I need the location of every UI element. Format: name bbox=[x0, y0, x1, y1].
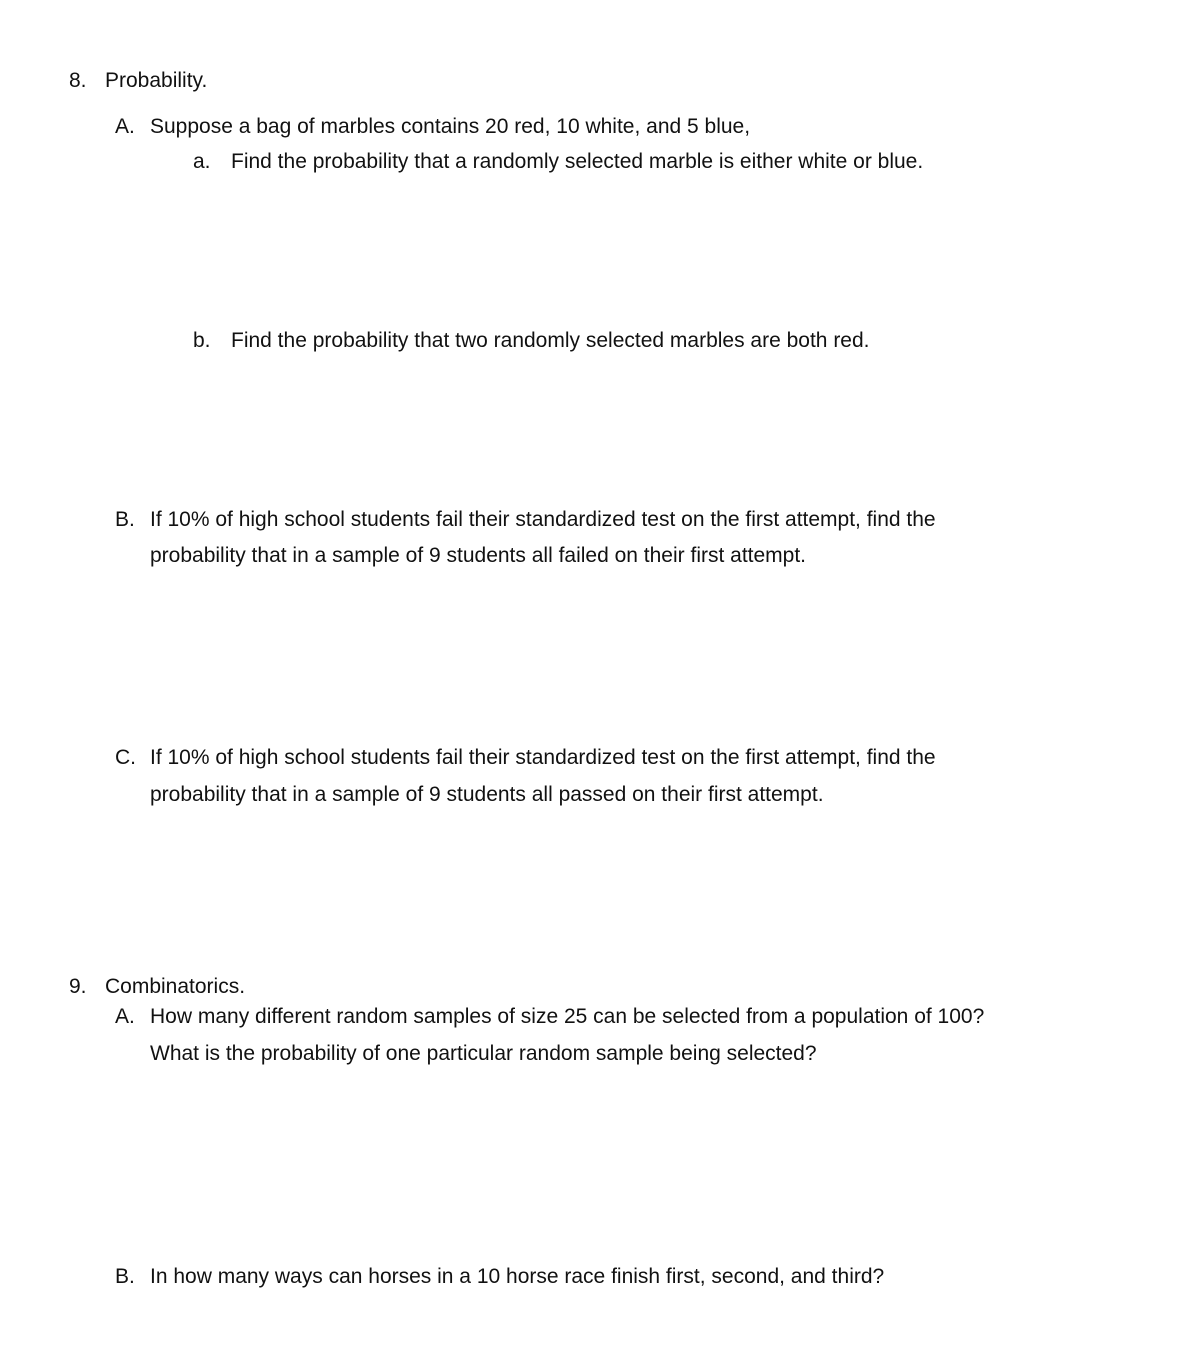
question-text-line-1: In how many ways can horses in a 10 horse race finish first, second, and third? bbox=[150, 1265, 885, 1288]
subquestion-text: Find the probability that a randomly selected marble is either white or blue. bbox=[231, 150, 924, 173]
question-letter: B. bbox=[115, 508, 135, 531]
subquestion-letter: a. bbox=[193, 150, 211, 173]
section-title: Combinatorics. bbox=[105, 975, 246, 998]
subquestion-text: Find the probability that two randomly selected marbles are both red. bbox=[231, 329, 870, 352]
subquestion-letter: b. bbox=[193, 329, 211, 352]
question-text-line-2: What is the probability of one particular random sample being selected? bbox=[150, 1042, 817, 1065]
question-text-line-1: If 10% of high school students fail their standardized test on the first attempt, find the bbox=[150, 746, 936, 769]
question-letter: A. bbox=[115, 1005, 135, 1028]
question-letter: B. bbox=[115, 1265, 135, 1288]
question-letter: A. bbox=[115, 115, 135, 138]
question-text-line-2: probability that in a sample of 9 students all passed on their first attempt. bbox=[150, 783, 824, 806]
question-text-line-1: If 10% of high school students fail their standardized test on the first attempt, find the bbox=[150, 508, 936, 531]
question-text-line-1: How many different random samples of size 25 can be selected from a population of 100? bbox=[150, 1005, 985, 1028]
section-title: Probability. bbox=[105, 69, 208, 92]
question-text-line-2: probability that in a sample of 9 students all failed on their first attempt. bbox=[150, 544, 807, 567]
question-text: Suppose a bag of marbles contains 20 red, 10 white, and 5 blue, bbox=[150, 115, 751, 138]
section-number: 8. bbox=[69, 69, 87, 92]
section-number: 9. bbox=[69, 975, 87, 998]
question-letter: C. bbox=[115, 746, 136, 769]
